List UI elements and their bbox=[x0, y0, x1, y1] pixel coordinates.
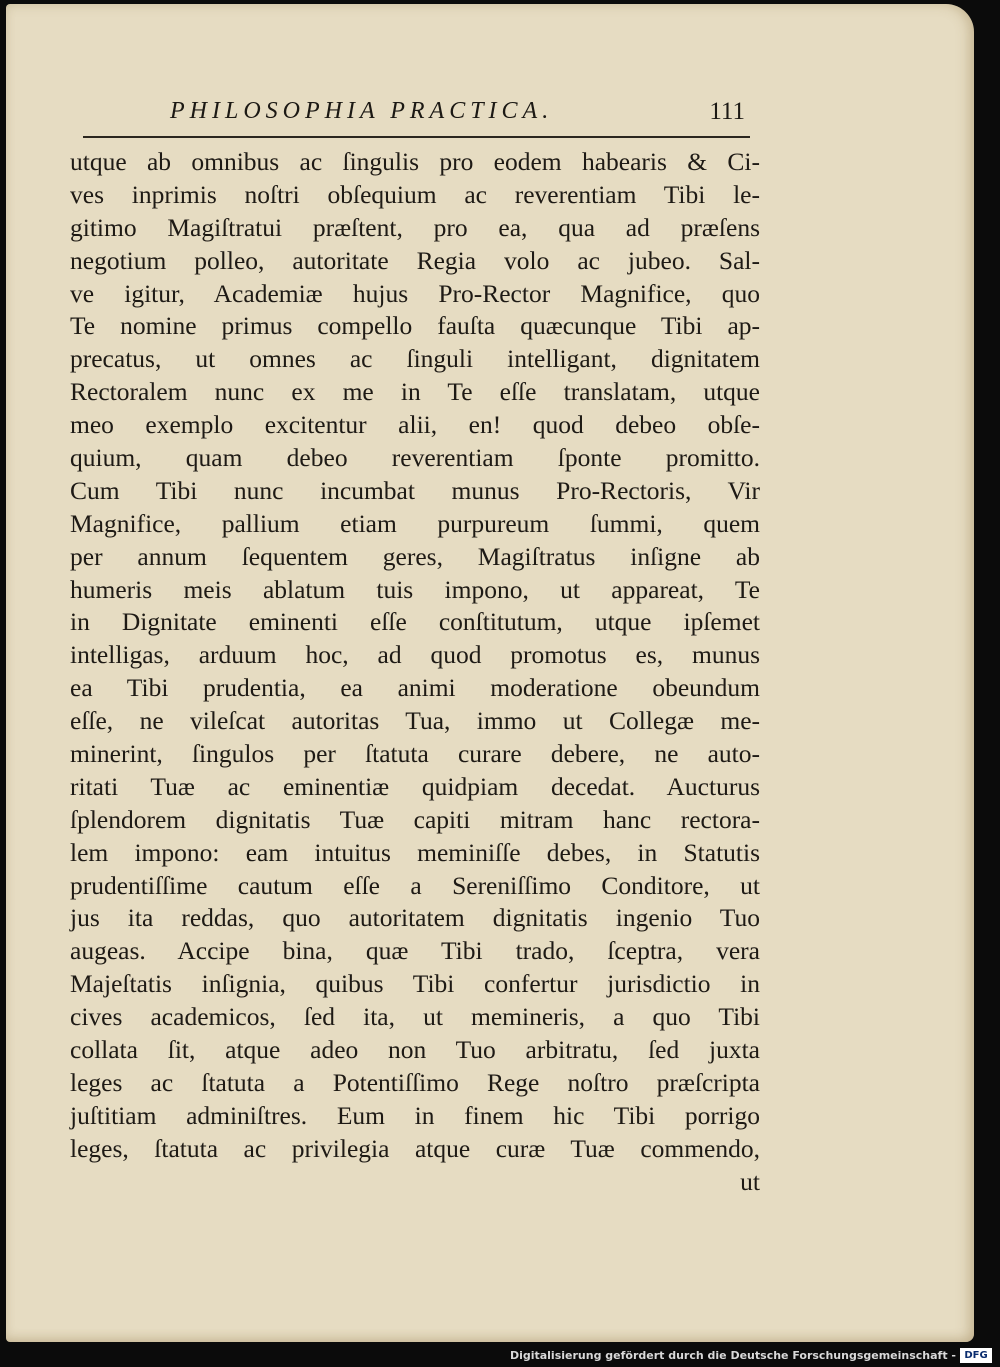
catchword: ut bbox=[740, 1166, 760, 1196]
text-line: minerint, ſingulos per ſtatuta curare debere, ne auto- bbox=[70, 739, 760, 769]
body-text bbox=[70, 146, 760, 1199]
text-line: Magnifice, pallium etiam purpureum ſummi, quem bbox=[70, 508, 760, 538]
text-line: leges ac ſtatuta a Potentiſſimo Rege noſtro præſcripta bbox=[70, 1067, 760, 1097]
text-line: in Dignitate eminenti eſſe conſtitutum, utque ipſemet bbox=[70, 607, 760, 637]
text-line: per annum ſequentem geres, Magiſtratus inſigne ab bbox=[70, 541, 760, 571]
page-number: 111 bbox=[709, 98, 745, 125]
text-line: juſtitiam adminiſtres. Eum in finem hic Tibi porrigo bbox=[70, 1100, 760, 1130]
text-line: collata ſit, atque adeo non Tuo arbitratu, ſed juxta bbox=[70, 1035, 760, 1065]
text-line: precatus, ut omnes ac ſinguli intelligant, dignitatem bbox=[70, 344, 760, 374]
text-line: eſſe, ne vileſcat autoritas Tua, immo ut Collegæ me- bbox=[70, 706, 760, 736]
text-line: intelligas, arduum hoc, ad quod promotus es, munus bbox=[70, 640, 760, 670]
text-line: prudentiſſime cautum eſſe a Sereniſſimo Conditore, ut bbox=[70, 870, 760, 900]
footer-bar bbox=[0, 1345, 1000, 1367]
text-line: ea Tibi prudentia, ea animi moderatione obeundum bbox=[70, 673, 760, 703]
text-line: Te nomine primus compello fauſta quæcunque Tibi ap- bbox=[70, 311, 760, 341]
text-line: jus ita reddas, quo autoritatem dignitatis ingenio Tuo bbox=[70, 903, 760, 933]
text-line: ve igitur, Academiæ hujus Pro-Rector Magnifice, quo bbox=[70, 278, 760, 308]
text-line: cives academicos, ſed ita, ut memineris, a quo Tibi bbox=[70, 1002, 760, 1032]
text-line: gitimo Magiſtratui præſtent, pro ea, qua ad præſens bbox=[70, 212, 760, 242]
text-line: lem impono: eam intuitus meminiſſe debes, in Statutis bbox=[70, 837, 760, 867]
text-line: negotium polleo, autoritate Regia volo ac jubeo. Sal- bbox=[70, 245, 760, 275]
text-line: Rectoralem nunc ex me in Te eſſe translatam, utque bbox=[70, 377, 760, 407]
text-line: quium, quam debeo reverentiam ſponte promitto. bbox=[70, 443, 760, 473]
header-rule bbox=[83, 136, 750, 138]
text-line: ſplendorem dignitatis Tuæ capiti mitram hanc rectora- bbox=[70, 804, 760, 834]
text-line: augeas. Accipe bina, quæ Tibi trado, ſceptra, vera bbox=[70, 936, 760, 966]
text-line: meo exemplo excitentur alii, en! quod debeo obſe- bbox=[70, 410, 760, 440]
text-line: utque ab omnibus ac ſingulis pro eodem habearis & Ci- bbox=[70, 147, 760, 176]
page-header bbox=[170, 98, 745, 138]
running-title: PHILOSOPHIA PRACTICA. bbox=[170, 98, 554, 124]
text-line: Majeſtatis inſignia, quibus Tibi confertur jurisdictio in bbox=[70, 969, 760, 999]
text-line: ritati Tuæ ac eminentiæ quidpiam decedat. Aucturus bbox=[70, 771, 760, 801]
text-line: ves inprimis noſtri obſequium ac reverentiam Tibi le- bbox=[70, 179, 760, 209]
text-line: Cum Tibi nunc incumbat munus Pro-Rectoris, Vir bbox=[70, 475, 760, 505]
funding-credit: Digitalisierung gefördert durch die Deutsche Forschungsgemeinschaft - bbox=[509, 1349, 956, 1362]
catchword-row bbox=[70, 1166, 760, 1199]
text-line: leges, ſtatuta ac privilegia atque curæ Tuæ commendo, bbox=[70, 1133, 760, 1163]
dfg-logo: DFG bbox=[960, 1348, 992, 1363]
text-line: humeris meis ablatum tuis impono, ut appareat, Te bbox=[70, 574, 760, 604]
